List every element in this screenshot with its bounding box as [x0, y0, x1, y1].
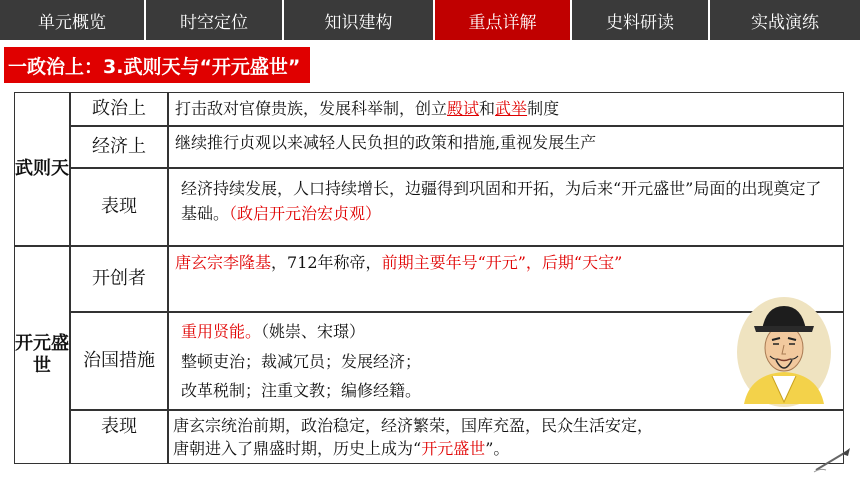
top-nav: [0, 0, 860, 40]
tab-time-space[interactable]: 时空定位: [146, 0, 284, 40]
founder-name: 唐玄宗李隆基: [175, 253, 272, 272]
row-label-politics: 政治上: [70, 92, 168, 126]
founder-era: 前期主要年号“开元”，后期“天宝”: [381, 253, 623, 272]
group-label-kaiyuan: 开元盛世: [14, 246, 70, 464]
tab-key-points[interactable]: 重点详解: [435, 0, 572, 40]
performance-kysh-text-b: ”。: [485, 439, 510, 459]
performance-content-kysh: [168, 410, 844, 464]
performance-kysh-line-1: 唐玄宗统治前期，政治稳定，经济繁荣，国库充盈，民众生活安定，: [173, 416, 654, 435]
palace-exam-link[interactable]: 殿试: [447, 99, 480, 118]
performance-text-wzt: 经济持续发展，人口持续增长，边疆得到巩固和开拓，为后来“开元盛世”局面的出现奠定了基础。: [181, 179, 822, 223]
performance-content-wzt: [168, 168, 844, 246]
economy-text: 继续推行贞观以来减轻人民负担的政策和措施,重视发展生产: [175, 133, 597, 152]
row-label-performance-wzt: 表现: [70, 168, 168, 246]
brush-icon: [812, 446, 852, 474]
content-table: [14, 92, 844, 464]
measures-line-1: [181, 317, 831, 347]
performance-kysh-line-2: [173, 437, 839, 460]
row-label-economy: 经济上: [70, 126, 168, 168]
tab-knowledge[interactable]: 知识建构: [284, 0, 435, 40]
row-label-founder: 开创者: [70, 246, 168, 312]
politics-text-c: 制度: [527, 99, 560, 118]
row-label-performance-kysh: 表现: [70, 410, 168, 464]
kaiyuan-highlight: 开元盛世: [421, 439, 486, 459]
measures-line-1-red: 重用贤能。: [181, 322, 262, 341]
measures-line-1-black: （姚崇、宋璟）: [261, 322, 366, 341]
economy-content: [168, 126, 844, 168]
row-label-measures: 治国措施: [70, 312, 168, 410]
tab-source-reading[interactable]: 史料研读: [572, 0, 710, 40]
group-label-wuzetian: 武则天: [14, 92, 70, 246]
politics-text-b: 和: [479, 99, 496, 118]
measures-line-2: 整顿吏治；裁减冗员；发展经济；: [181, 351, 422, 371]
tab-practice[interactable]: 实战演练: [751, 12, 819, 33]
politics-content: [168, 92, 844, 126]
section-title: 一政治上：3.武则天与“开元盛世”: [4, 47, 310, 83]
military-exam-link[interactable]: 武举: [495, 99, 528, 118]
measures-line-3: 改革税制；注重文教；编修经籍。: [181, 381, 422, 401]
politics-text-a: 打击敌对官僚贵族，发展科举制，创立: [175, 99, 448, 118]
emperor-portrait-icon: [736, 296, 832, 408]
performance-note-wzt: （政启开元治宏贞观）: [229, 203, 382, 223]
tab-unit-overview[interactable]: 单元概览: [0, 0, 146, 40]
performance-kysh-text-a: 唐朝进入了鼎盛时期，历史上成为“: [173, 439, 422, 459]
founder-text: ，712年称帝，: [271, 253, 382, 272]
